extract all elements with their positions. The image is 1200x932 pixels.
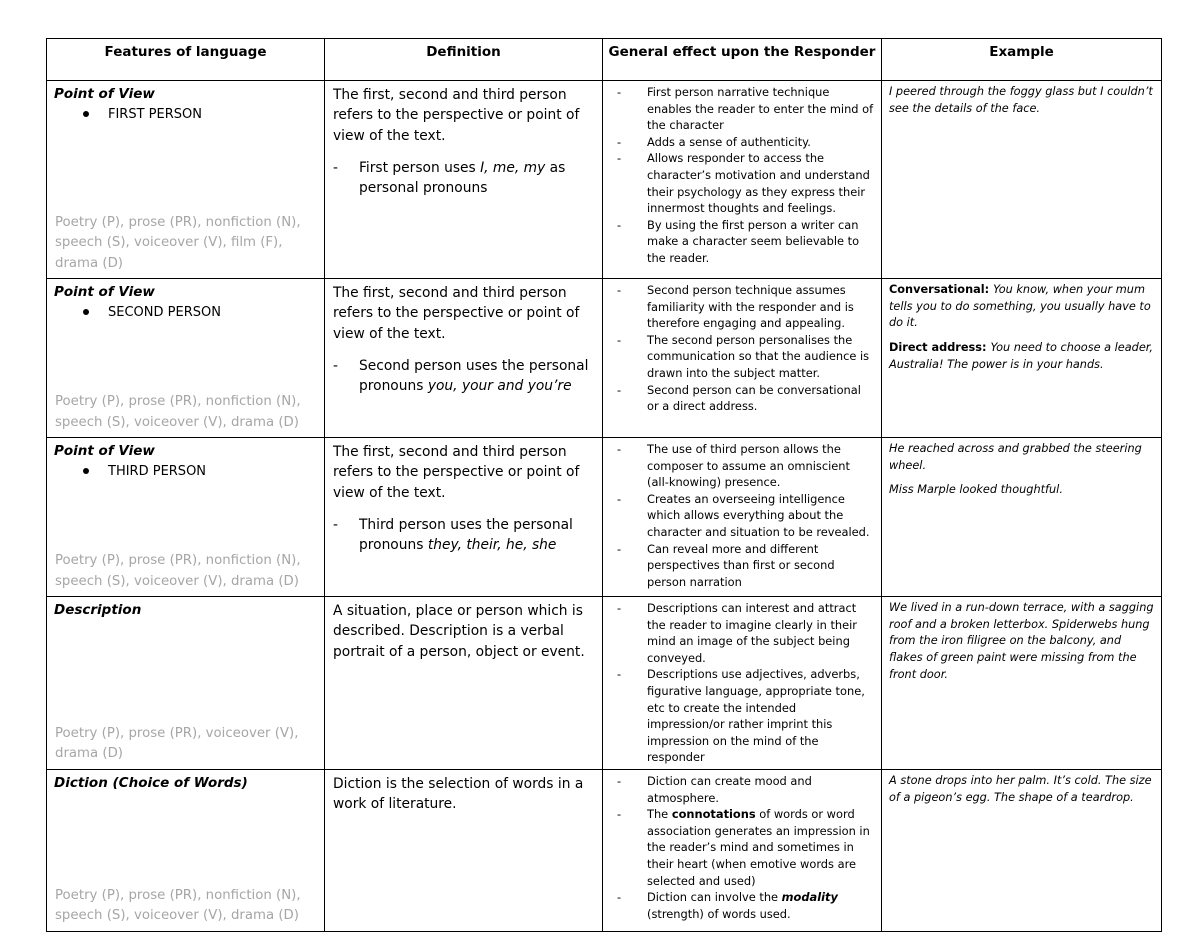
effect-list xyxy=(609,773,875,922)
example-label: Conversational: xyxy=(889,283,994,296)
dash-marker: - xyxy=(617,541,622,556)
definition-pronouns xyxy=(333,356,594,397)
text-forms: Poetry (P), prose (PR), nonfiction (N), speech (S), voiceover (V), drama (D) xyxy=(55,394,301,430)
text-forms: Poetry (P), prose (PR), nonfiction (N), speech (S), voiceover (V), drama (D) xyxy=(55,887,301,924)
feature-title: Diction (Choice of Words) xyxy=(54,774,248,791)
pronoun-list: you, your and you’re xyxy=(427,378,572,395)
effect-cell xyxy=(603,769,882,931)
feature-cell xyxy=(47,438,325,597)
effect-item xyxy=(609,332,875,382)
effect-item xyxy=(609,84,875,134)
pronoun-intro: First person uses xyxy=(359,159,481,176)
dash-marker: - xyxy=(617,151,622,166)
text-forms: Poetry (P), prose (PR), voiceover (V), drama (D) xyxy=(55,725,299,762)
definition-text: The first, second and third person refers to the perspective or point of view of the text. xyxy=(333,285,580,342)
example-text xyxy=(889,84,1154,117)
example-cell xyxy=(882,279,1162,438)
effect-item xyxy=(609,600,875,666)
dash-marker: - xyxy=(617,283,622,297)
dash-marker: - xyxy=(617,134,622,149)
dash-marker: - xyxy=(617,601,622,615)
table-row xyxy=(47,769,1162,931)
example-cell xyxy=(882,81,1162,279)
pronoun-intro: Third person uses the personal pronouns xyxy=(359,516,573,554)
definition-cell xyxy=(325,279,603,438)
header-features: Features of language xyxy=(47,39,325,81)
dash-marker: - xyxy=(617,332,622,347)
definition-pronouns xyxy=(333,515,594,556)
header-example: Example xyxy=(882,39,1162,81)
effect-text: Allows responder to access the character’s motivation and understand their psychology as they express their innermost thoughts and feelings. xyxy=(647,151,870,216)
definition-text: A situation, place or person which is described. Description is a verbal portrait of a person, object or event. xyxy=(333,603,585,660)
example-text xyxy=(889,282,1154,332)
dash-marker: - xyxy=(617,890,622,905)
text-forms: Poetry (P), prose (PR), nonfiction (N), speech (S), voiceover (V), film (F), drama (D) xyxy=(55,214,301,271)
effect-text: The connotations of words or word association generates an impression in the reader’s mind and sometimes in their heart (when emotive words are selected and used) xyxy=(647,807,870,888)
table-row xyxy=(47,279,1162,438)
dash-marker: - xyxy=(617,442,622,456)
feature-bullet: SECOND PERSON xyxy=(80,304,317,322)
language-features-table xyxy=(46,38,1162,932)
effect-item xyxy=(609,150,875,216)
example-body: You know, when your mum tells you to do something, you usually have to do it. xyxy=(889,283,1151,330)
effect-text: Second person can be conversational or a direct address. xyxy=(647,382,861,414)
dash-marker: - xyxy=(617,85,622,99)
feature-cell xyxy=(47,769,325,931)
effect-list xyxy=(609,282,875,415)
dash-marker: - xyxy=(617,667,622,682)
effect-text: Diction can create mood and atmosphere. xyxy=(647,773,812,805)
effect-list xyxy=(609,441,875,590)
pronoun-tail: as personal pronouns xyxy=(359,159,566,197)
effect-text: Descriptions use adjectives, adverbs, figurative language, appropriate tone, etc to create the intended impression/or rather imprint this impression on the mind of the responder xyxy=(647,667,865,765)
definition-cell xyxy=(325,438,603,597)
effect-item xyxy=(609,217,875,267)
example-body: Miss Marple looked thoughtful. xyxy=(889,483,1063,497)
effect-cell xyxy=(603,81,882,279)
dash-marker: - xyxy=(617,807,622,822)
dash-marker: - xyxy=(617,217,622,232)
effect-text: The second person personalises the communication so that the audience is drawn into the subject matter. xyxy=(647,332,870,380)
effect-item xyxy=(609,134,875,151)
example-text xyxy=(889,441,1154,474)
table-row xyxy=(47,438,1162,597)
dash-marker: - xyxy=(617,773,622,788)
pronoun-intro: Second person uses the personal pronouns xyxy=(359,357,589,395)
header-effect: General effect upon the Responder xyxy=(603,39,882,81)
effect-text: By using the first person a writer can make a character seem believable to the reader. xyxy=(647,217,860,265)
dash-marker: - xyxy=(617,382,622,397)
pronoun-list: they, their, he, she xyxy=(427,537,557,554)
effect-item xyxy=(609,491,875,541)
definition-text: The first, second and third person refers to the perspective or point of view of the text. xyxy=(333,87,580,144)
table-row xyxy=(47,81,1162,279)
dash-marker: - xyxy=(333,357,338,374)
example-body: A stone drops into her palm. It’s cold. The size of a pigeon’s egg. The shape of a teardrop. xyxy=(889,773,1152,804)
example-text xyxy=(889,482,1154,499)
feature-title: Point of View xyxy=(54,86,155,102)
feature-cell xyxy=(47,597,325,770)
effect-text: Second person technique assumes familiarity with the responder and is therefore engaging and appealing. xyxy=(647,283,854,331)
header-definition: Definition xyxy=(325,39,603,81)
example-text xyxy=(889,773,1154,806)
effect-list xyxy=(609,84,875,267)
effect-item xyxy=(609,773,875,806)
header-row xyxy=(47,39,1162,81)
example-label: Direct address: xyxy=(889,341,991,355)
example-cell xyxy=(882,438,1162,597)
effect-item xyxy=(609,382,875,415)
example-cell xyxy=(882,769,1162,931)
definition-cell xyxy=(325,769,603,931)
definition-text: Diction is the selection of words in a work of literature. xyxy=(333,775,584,813)
definition-cell xyxy=(325,81,603,279)
effect-item xyxy=(609,666,875,766)
example-body: You need to choose a leader, Australia! The power is in your hands. xyxy=(889,341,1153,371)
effect-cell xyxy=(603,279,882,438)
effect-text: Diction can involve the modality (strength) of words used. xyxy=(647,890,838,921)
effect-text: First person narrative technique enables the reader to enter the mind of the character xyxy=(647,85,874,133)
feature-title: Point of View xyxy=(54,443,155,459)
effect-item xyxy=(609,806,875,889)
effect-item xyxy=(609,441,875,491)
definition-text: The first, second and third person refers to the perspective or point of view of the text. xyxy=(333,444,580,501)
effect-list xyxy=(609,600,875,766)
example-body: He reached across and grabbed the steering wheel. xyxy=(889,442,1142,472)
dash-marker: - xyxy=(333,516,338,533)
effect-text: The use of third person allows the composer to assume an omniscient (all-knowing) presence. xyxy=(647,442,850,490)
example-cell xyxy=(882,597,1162,770)
table-row xyxy=(47,597,1162,770)
effect-item xyxy=(609,282,875,332)
example-text xyxy=(889,340,1154,373)
effect-item xyxy=(609,889,875,922)
feature-bullet: FIRST PERSON xyxy=(80,106,317,124)
effect-text: Creates an overseeing intelligence which allows everything about the character and situation to be revealed. xyxy=(647,491,870,539)
feature-title: Point of View xyxy=(54,284,155,300)
feature-cell xyxy=(47,81,325,279)
effect-item xyxy=(609,541,875,591)
definition-cell xyxy=(325,597,603,770)
feature-bullet: THIRD PERSON xyxy=(80,463,317,481)
example-body: I peered through the foggy glass but I couldn’t see the details of the face. xyxy=(889,85,1153,115)
example-body: We lived in a run-down terrace, with a sagging roof and a broken letterbox. Spiderwebs hung from the iron filigree on the balcony, and flakes of green paint were missing from the front door. xyxy=(889,601,1154,681)
effect-text: Adds a sense of authenticity. xyxy=(647,134,811,149)
dash-marker: - xyxy=(333,159,338,176)
feature-title: Description xyxy=(54,602,142,618)
dash-marker: - xyxy=(617,491,622,506)
example-text xyxy=(889,600,1154,684)
definition-pronouns xyxy=(333,158,594,199)
effect-text: Descriptions can interest and attract the reader to imagine clearly in their mind an image of the subject being conveyed. xyxy=(647,601,857,665)
pronoun-list: I, me, my xyxy=(480,159,546,176)
effect-cell xyxy=(603,438,882,597)
feature-cell xyxy=(47,279,325,438)
effect-text: Can reveal more and different perspectives than first or second person narration xyxy=(647,541,835,589)
effect-cell xyxy=(603,597,882,770)
text-forms: Poetry (P), prose (PR), nonfiction (N), speech (S), voiceover (V), drama (D) xyxy=(55,553,301,589)
